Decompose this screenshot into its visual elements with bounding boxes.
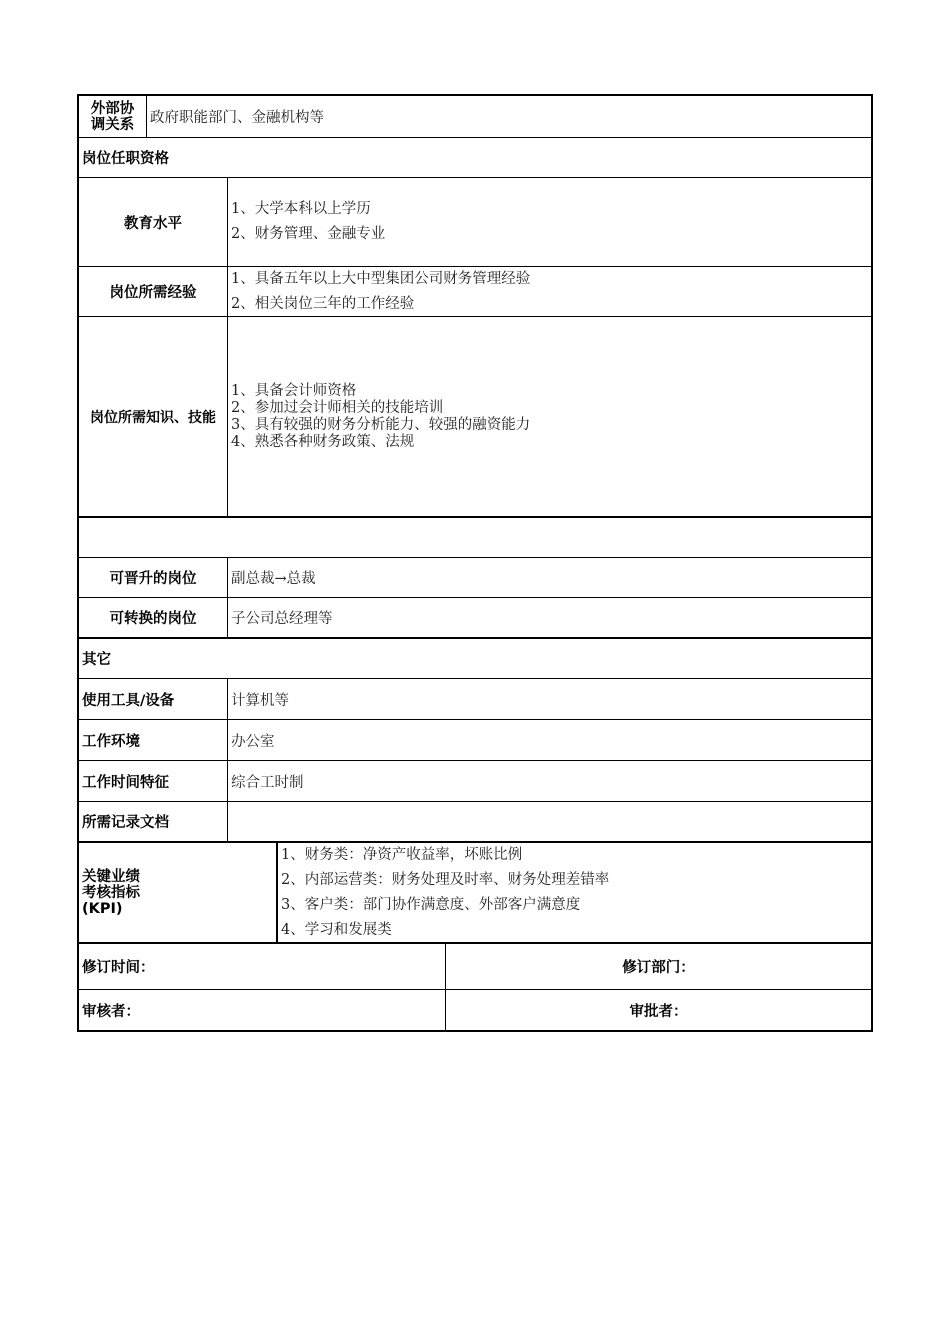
documents-row <box>77 802 873 843</box>
kpi-label: 关键业绩 考核指标 (KPI) <box>82 868 140 917</box>
revision-row <box>77 944 873 990</box>
worktime-value: 综合工时制 <box>227 761 871 801</box>
transfer-row <box>77 598 873 639</box>
transfer-label: 可转换的岗位 <box>109 611 197 627</box>
kpi-row <box>77 843 873 944</box>
documents-value <box>227 802 871 841</box>
qualifications-section-row <box>77 138 873 178</box>
blank-cell <box>79 518 871 557</box>
skills-value: 1、具备会计师资格 2、参加过会计师相关的技能培训 3、具有较强的财务分析能力、较强的融资能力 4、熟悉各种财务政策、法规 <box>227 317 871 516</box>
revision-time-label: 修订时间： <box>82 960 155 976</box>
external-relations-row <box>77 94 873 138</box>
experience-row <box>77 267 873 317</box>
approver-label: 审批者： <box>445 990 871 1030</box>
promotion-value: 副总裁→总裁 <box>227 558 871 597</box>
blank-row <box>77 518 873 558</box>
worktime-row <box>77 761 873 802</box>
documents-label: 所需记录文档 <box>82 815 169 831</box>
experience-value: 1、具备五年以上大中型集团公司财务管理经验 2、相关岗位三年的工作经验 <box>227 267 871 316</box>
external-relations-label: 外部协 调关系 <box>90 100 135 133</box>
tools-value: 计算机等 <box>227 679 871 719</box>
skills-row <box>77 317 873 518</box>
external-relations-value: 政府职能部门、金融机构等 <box>146 96 871 137</box>
kpi-value: 1、财务类：净资产收益率，坏账比例 2、内部运营类：财务处理及时率、财务处理差错率 3、客户类：部门协作满意度、外部客户满意度 4、学习和发展类 <box>276 843 871 942</box>
tools-label: 使用工具/设备 <box>82 692 175 709</box>
reviewer-label: 审核者： <box>82 1003 140 1020</box>
education-label: 教育水平 <box>124 215 182 232</box>
worktime-label: 工作时间特征 <box>82 774 169 791</box>
revision-dept-label: 修订部门： <box>445 944 871 989</box>
job-description-table <box>77 94 873 1032</box>
transfer-value: 子公司总经理等 <box>227 598 871 637</box>
education-row <box>77 178 873 267</box>
environment-label: 工作环境 <box>82 733 140 750</box>
promotion-row <box>77 558 873 598</box>
education-value: 1、大学本科以上学历 2、财务管理、金融专业 <box>227 178 871 266</box>
review-row <box>77 990 873 1032</box>
environment-value: 办公室 <box>227 720 871 760</box>
tools-row <box>77 679 873 720</box>
other-section-row <box>77 639 873 679</box>
experience-label: 岗位所需经验 <box>109 285 197 301</box>
environment-row <box>77 720 873 761</box>
qualifications-section-title: 岗位任职资格 <box>82 151 169 167</box>
skills-label: 岗位所需知识、技能 <box>90 409 216 426</box>
promotion-label: 可晋升的岗位 <box>109 571 197 587</box>
other-section-title: 其它 <box>82 652 111 668</box>
